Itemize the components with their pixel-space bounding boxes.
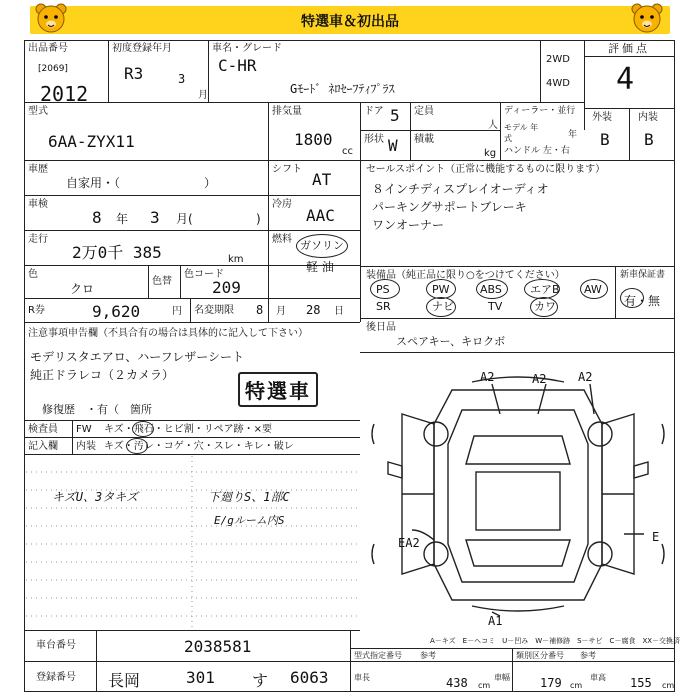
equip-circle — [580, 279, 608, 299]
equip-circle — [370, 279, 400, 299]
drive-2wd: 2WD — [546, 54, 570, 65]
equip-circle — [426, 279, 456, 299]
usage-value: 自家用・（ ） — [66, 176, 217, 190]
first-reg-month: 3 — [178, 72, 186, 86]
model-code: 6AA-ZYX11 — [48, 132, 135, 151]
equip-circle — [524, 279, 560, 299]
ext-label: 外装 — [592, 112, 612, 123]
sales-point-line-2: パーキングサポートブレーキ — [372, 200, 527, 214]
plate-number: 6063 — [290, 668, 329, 687]
int-label: 内装 — [638, 112, 658, 123]
mileage-value: 2万0千 385 — [72, 243, 162, 262]
inspector-label: 検査員 — [28, 424, 58, 435]
name-change-month-unit: 月 — [276, 306, 286, 317]
interior-label: 内装 — [76, 441, 96, 452]
recycle-unit: 円 — [172, 306, 182, 317]
equip-circle — [530, 297, 558, 317]
class-number-ref: 参考 — [580, 651, 596, 660]
car-model: C-HR — [218, 56, 257, 75]
special-selection-stamp: 特選車 — [238, 372, 318, 407]
color-change-label: 色替 — [152, 276, 172, 287]
after-items-label: 後日品 — [366, 322, 396, 333]
mileage-unit: km — [228, 254, 244, 265]
fw-values: キズ・飛石・ヒビ割・リペア跡・×要 — [104, 424, 272, 435]
inspection-month: 3 — [150, 208, 160, 227]
inspector-note-1: キズU、3タキズ — [52, 490, 138, 504]
year-unit: 年 — [568, 130, 578, 140]
inspector-note-2: 下廻りS、1部C — [208, 490, 290, 504]
sales-point-line-1: ８インチディスプレイオーディオ — [372, 182, 549, 196]
load-unit: kg — [484, 148, 497, 159]
damage-mark: A2 — [578, 370, 593, 384]
notes-label: 注意事項申告欄（不具合有の場合は具体的に記入して下さい） — [28, 328, 308, 339]
name-change-day: 28 — [306, 303, 321, 317]
sales-point-line-3: ワンオーナー — [372, 218, 445, 232]
equip-circle — [476, 279, 508, 299]
damage-mark: A2 — [532, 372, 547, 386]
equip-navi: ナビ — [432, 300, 454, 313]
color-value: クロ — [70, 282, 95, 296]
width-label: 車幅 — [494, 673, 510, 682]
damage-mark: E — [652, 530, 660, 544]
plate-region: 長岡 — [108, 671, 141, 690]
usage-label: 車歴 — [28, 164, 48, 175]
lot-number: 2012 — [40, 82, 89, 106]
notes-line-1: モデリスタエアロ、ハーフレザーシート — [30, 350, 244, 364]
first-reg-era: R3 — [124, 64, 144, 83]
capacity-unit: 人 — [488, 120, 498, 131]
score-value: 4 — [616, 62, 635, 97]
width-unit: cm — [570, 681, 583, 690]
length-label: 車長 — [354, 673, 370, 682]
load-label: 積載 — [414, 134, 434, 145]
warranty-circle — [620, 288, 644, 308]
inspection-month-unit: 月( — [176, 212, 193, 226]
fuel-label: 燃料 — [272, 234, 292, 245]
car-name-label: 車名・グレード — [212, 43, 282, 54]
equip-ps: PS — [376, 283, 390, 296]
color-code-label: 色コード — [184, 269, 224, 280]
interior-values: キズ・汚レ・コゲ・穴・スレ・キレ・破レ — [104, 441, 294, 452]
equip-sr: SR — [376, 300, 391, 313]
type-designation-label: 型式指定番号 — [354, 651, 402, 660]
equip-leather: カワ — [534, 300, 556, 313]
shape-label: 形状 — [364, 134, 384, 145]
new-car-warranty-value: 有・無 — [624, 294, 661, 308]
recycle-value: 9,620 — [92, 302, 141, 321]
check-circle — [132, 421, 154, 437]
inspector-note-3: E/gルーム内S — [214, 514, 285, 527]
fw-label: FW — [76, 424, 92, 435]
plate-kana: す — [252, 671, 269, 690]
car-grade: Gﾓｰﾄﾞ ﾈﾛｾｰﾌﾃｨﾌﾟﾗｽ — [290, 82, 395, 96]
color-label: 色 — [28, 269, 38, 280]
chassis-label: 車台番号 — [36, 640, 76, 651]
inspection-year: 8 — [92, 208, 102, 227]
plate-class: 301 — [186, 668, 215, 687]
inspection-label: 車検 — [28, 199, 48, 210]
color-code: 209 — [212, 278, 241, 297]
type-designation-ref: 参考 — [420, 651, 436, 660]
handle-label: ハンドル 左・右 — [504, 146, 570, 156]
check-circle — [126, 438, 148, 454]
aircon-label: 冷房 — [272, 199, 292, 210]
int-score: B — [644, 130, 654, 149]
car-damage-diagram — [362, 354, 674, 630]
class-number-label: 類別区分番号 — [516, 651, 564, 660]
damage-mark: EA2 — [398, 536, 420, 550]
fuel-diesel: 軽 油 — [306, 260, 334, 274]
damage-legend: A－キズ E－ヘコミ U－凹み W－補修跡 S－サビ C－腐食 XX－交換済 — [430, 637, 681, 645]
displacement-label: 排気量 — [272, 106, 302, 117]
damage-mark: A1 — [488, 614, 503, 628]
drive-4wd: 4WD — [546, 78, 570, 89]
length-unit: cm — [478, 681, 491, 690]
recycle-label: R券 — [28, 305, 45, 316]
score-label: 評価点 — [608, 42, 650, 55]
height-label: 車高 — [590, 673, 606, 682]
doors-label: ドア — [364, 106, 384, 117]
name-change-month: 8 — [256, 303, 264, 317]
equip-tv: TV — [488, 300, 503, 313]
notes-dotted-area — [24, 454, 360, 630]
first-reg-label: 初度登録年月 — [112, 43, 172, 54]
header-title: 特選車＆初出品 — [301, 14, 399, 30]
height-unit: cm — [662, 681, 675, 690]
equipment-label: 装備品（純正品に限り○をつけてください） — [366, 270, 565, 281]
entry-label: 記入欄 — [28, 441, 58, 452]
mileage-label: 走行 — [28, 234, 48, 245]
shape-value: W — [388, 136, 398, 155]
first-reg-month-unit: 月 — [198, 90, 208, 101]
name-change-day-unit: 日 — [334, 306, 344, 317]
fuel-gas: ガソリン — [300, 239, 344, 252]
model-code-label: 型式 — [28, 106, 48, 117]
equip-circle — [426, 297, 456, 317]
ext-score: B — [600, 130, 610, 149]
shift-value: AT — [312, 170, 332, 189]
new-car-warranty-label: 新車保証書 — [620, 270, 666, 280]
plate-label: 登録番号 — [36, 672, 76, 683]
shift-label: シフト — [272, 164, 302, 175]
capacity-label: 定員 — [414, 106, 434, 117]
equip-aw: AW — [584, 283, 602, 296]
dealer-label: ディーラー・並行 — [504, 106, 576, 116]
damage-mark: A2 — [480, 370, 495, 384]
chassis-number: 2038581 — [184, 637, 252, 656]
equip-airbag: エアB — [530, 283, 560, 296]
inspection-close: ) — [256, 212, 261, 226]
bear-mascot-icon — [34, 2, 68, 34]
equip-pw: PW — [432, 283, 450, 296]
bear-mascot-icon — [630, 2, 664, 34]
after-items-value: スペアキー、キロクボ — [396, 335, 506, 348]
inspection-year-unit: 年 — [116, 212, 129, 226]
lot-label: 出品番号 — [28, 43, 68, 54]
width-value: 179 — [540, 676, 562, 690]
header-bar — [30, 6, 670, 34]
name-change-label: 名変期限 — [194, 305, 234, 316]
equip-abs: ABS — [480, 283, 502, 296]
displacement-unit: cc — [342, 146, 353, 157]
aircon-value: AAC — [306, 206, 335, 225]
height-value: 155 — [630, 676, 652, 690]
sales-point-label: セールスポイント（正常に機能するものに限ります） — [366, 164, 606, 175]
displacement: 1800 — [294, 130, 333, 149]
length-value: 438 — [446, 676, 468, 690]
notes-line-2: 純正ドラレコ（２カメラ） — [30, 368, 175, 382]
lot-sub: [2069] — [38, 64, 68, 74]
repair-history: 修復歴 ・有（ 箇所 — [42, 403, 152, 416]
model-year-label: モデル 年式 — [504, 123, 539, 143]
doors-value: 5 — [390, 106, 400, 125]
